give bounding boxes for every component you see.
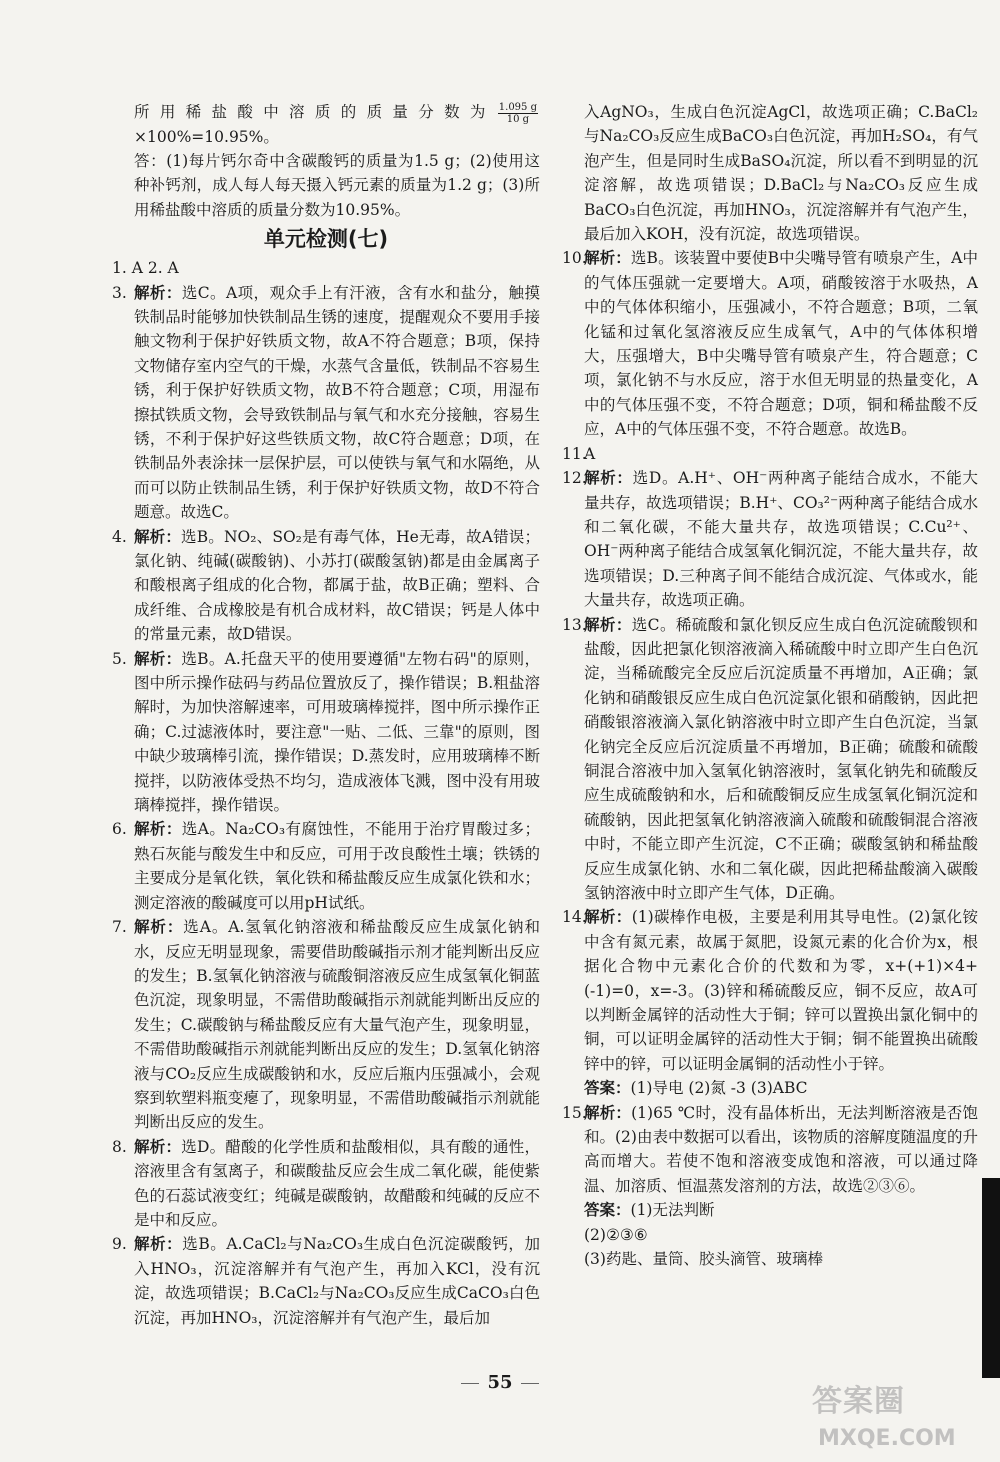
question-number: 6. [112,820,127,839]
side-tab-marker [982,1178,1000,1378]
analysis-label: 解析： [584,614,632,634]
question-number: 7. [112,918,127,937]
answer-15-1 [562,1198,978,1222]
analysis-label: 解析： [584,907,632,927]
left-question-list [112,281,540,1330]
answer-14-text: (1)导电 (2)氮 -3 (3)ABC [630,1079,808,1098]
analysis-label: 解析： [134,1136,182,1156]
question-item [112,281,540,525]
left-column [112,100,540,1330]
question-number: 3. [112,283,127,302]
question-item [112,1135,540,1233]
question-item [562,905,978,1076]
question-item [112,817,540,915]
question-text: A [584,444,596,463]
question-item [112,915,540,1135]
paragraph-calculation [112,100,540,149]
right-column [562,100,978,1272]
question-text: 选B。A.CaCl₂与Na₂CO₃生成白色沉淀碳酸钙，加入HNO₃，沉淀溶解并有气泡产生，再加入KCl，没有沉淀，故选项错误；B.CaCl₂与Na₂CO₃反应生成CaCO₃白色沉淀，再加HNO₃，沉淀溶解并有气泡产生，最后加 [134,1235,540,1327]
fraction [498,102,538,125]
analysis-label: 解析： [134,648,182,668]
section-title: 单元检测(七) [263,227,389,252]
answer-line-1-2: 1. A 2. A [112,259,179,278]
question-item [562,246,978,441]
question-number: 12. [562,469,587,488]
page-number-text: 55 [487,1372,513,1393]
question-15 [562,1101,978,1199]
answer-15-2: (2)②③⑥ [584,1225,648,1244]
question-text: 选C。A项，观众手上有汗液，含有水和盐分，触摸铁制品时能够加快铁制品生锈的速度，提醒观众不要用手接触文物利于保护好铁质文物，故A不符合题意；B项，保持文物储存室内空气的干燥，水蒸气含量低，铁制品不容易生锈，利于保护好铁质文物，故B不符合题意；C项，用湿布擦拭铁质文物，会导致铁制品与氧气和水充分接触，容易生锈，不利于保护好这些铁质文物，故C符合题意；D项，在铁制品外表涂抹一层保护层，可以使铁与氧气和水隔绝，从而可以防止铁制品生锈，利于保护好铁质文物，故D不符合题意。故选C。 [134,283,540,522]
analysis-label: 解析： [584,468,633,488]
analysis-label: 解析： [134,1234,183,1254]
question-text: 选B。NO₂、SO₂是有毒气体，He无毒，故A错误；氯化钠、纯碱(碳酸钠)、小苏打(碳酸氢钠)都是由金属离子和酸根离子组成的化合物，都属于盐，故B正确；塑料、合成纤维、合成橡胶是有机合成材料，故C错误；钙是人体中的常量元素，故D错误。 [134,527,540,644]
answer-15-3: (3)药匙、量筒、胶头滴管、玻璃棒 [584,1250,823,1269]
fraction-denominator: 10 g [506,113,530,125]
question-item [562,466,978,612]
question-text: (1)碳棒作电极，主要是利用其导电性。(2)氯化铵中含有氮元素，故属于氮肥，设氮元素的化合价为x，根据化合物中元素化合价的代数和为零，x+(+1)×4+(-1)=0，x=-3。(3)锌和稀硫酸反应，铜不反应，故A可以判断金属锌的活动性大于铜；锌可以置换出氯化铜中的铜，可以证明金属锌的活动性大于铜；铜不能置换出硫酸锌中的锌，可以证明金属铜的活动性小于锌。 [584,908,978,1073]
analysis-label: 解析： [134,819,182,839]
question-number: 14. [562,908,587,927]
question-number: 11. [562,444,587,463]
watermark-cn: 答案圈 [812,1384,905,1419]
dash-right [521,1383,539,1384]
watermark-url: MXQE.COM [818,1426,956,1451]
question-text: 选B。A.托盘天平的使用要遵循"左物右码"的原则，图中所示操作砝码与药品位置放反了，操作错误；B.粗盐溶解时，为加快溶解速率，可用玻璃棒搅拌，图中所示操作正确；C.过滤液体时，要注意"一贴、二低、三靠"的原则，图中缺少玻璃棒引流，操作错误；D.蒸发时，应用玻璃棒不断搅拌，以防液体受热不均匀，造成液体飞溅，图中没有用玻璃棒搅拌，操作错误。 [134,649,540,815]
question-text: 选D。A.H⁺、OH⁻两种离子能结合成水，不能大量共存，故选项错误；B.H⁺、CO₃²⁻两种离子能结合成水和二氧化碳，不能大量共存，故选项错误；C.Cu²⁺、OH⁻两种离子能结合成氢氧化铜沉淀，不能大量共存，故选项错误；D.三种离子间不能结合成沉淀、气体或水，能大量共存，故选项正确。 [584,469,978,610]
right-question-list [562,246,978,1076]
question-text: 选A。A.氢氧化钠溶液和稀盐酸反应生成氯化钠和水，反应无明显现象，需要借助酸碱指示剂才能判断出反应的发生；B.氢氧化钠溶液与硫酸铜溶液反应生成氢氧化铜蓝色沉淀，现象明显，不需借助酸碱指示剂就能判断出反应的发生；C.碳酸钠与稀盐酸反应有大量气泡产生，现象明显，不需借助酸碱指示剂就能判断出反应的发生；D.氢氧化钠溶液与CO₂反应生成碳酸钠和水，反应后瓶内压强减小，会观察到软塑料瓶变瘪了，现象明显，不需借助酸碱指示剂就能判断出反应的发生。 [134,918,540,1132]
question-number: 10. [562,249,587,268]
question-text: 选C。稀硫酸和氯化钡反应生成白色沉淀硫酸钡和盐酸，因此把氯化钡溶液滴入稀硫酸中时立即产生白色沉淀，当稀硫酸完全反应后沉淀质量不再增加，A正确；氯化钠和硝酸银反应生成白色沉淀氯化银和硝酸钠，因此把硝酸银溶液滴入氯化钠溶液中时立即产生白色沉淀，当氯化钠完全反应后沉淀质量不再增加，B正确；硫酸和硫酸铜混合溶液中加入氢氧化钠溶液时，氢氧化钠先和硫酸反应生成硫酸钠和水，后和硫酸铜反应生成氢氧化铜沉淀和硫酸钠，因此把氢氧化钠溶液滴入硫酸和硫酸铜混合溶液中时，不能立即产生沉淀，C不正确；碳酸氢钠和稀盐酸反应生成氯化钠、水和二氧化碳，因此把稀盐酸滴入碳酸氢钠溶液中时立即产生气体，D正确。 [584,615,978,902]
paragraph-answer: 答：(1)每片钙尔奇中含碳酸钙的质量为1.5 g；(2)使用这种补钙剂，成人每人每天摄入钙元素的质量为1.2 g；(3)所用稀盐酸中溶质的质量分数为10.95%。 [134,151,540,219]
question-item [112,647,540,818]
analysis-label: 解析： [134,917,184,937]
analysis-label: 解析： [134,282,182,302]
analysis-label: 解析： [584,1102,632,1122]
fraction-numerator: 1.095 g [498,101,537,113]
answer-14 [562,1076,978,1100]
question-text: 选D。醋酸的化学性质和盐酸相似，具有酸的通性，溶液里含有氢离子，和碳酸盐反应会生成二氧化碳，能使紫色的石蕊试液变红；纯碱是碳酸钠，故醋酸和纯碱的反应不是中和反应。 [134,1137,540,1229]
question-number: 13. [562,615,587,634]
question-text: 选A。Na₂CO₃有腐蚀性，不能用于治疗胃酸过多；熟石灰能与酸发生中和反应，可用于改良酸性土壤；铁锈的主要成分是氧化铁，氧化铁和稀盐酸反应生成氯化铁和水；测定溶液的酸碱度可以用pH试纸。 [134,820,540,912]
question-text: 选B。该装置中要使B中尖嘴导管有喷泉产生，A中的气体压强就一定要增大。A项，硝酸铵溶于水吸热，A中的气体体积缩小，压强减小，不符合题意；B项，二氧化锰和过氧化氢溶液反应生成氧气，A中的气体体积增大，压强增大，B中尖嘴导管有喷泉产生，符合题意；C项，氯化钠不与水反应，溶于水但无明显的热量变化，A中的气体压强不变，不符合题意；D项，铜和稀盐酸不反应，A中的气体压强不变，不符合题意。故选B。 [584,249,978,439]
question-item [562,613,978,906]
calc-result: ×100%=10.95%。 [134,127,279,146]
question-number: 4. [112,527,127,546]
analysis-label: 解析： [134,526,182,546]
question-text: (1)65 ℃时，没有晶体析出，无法判断溶液是否饱和。(2)由表中数据可以看出，该物质的溶解度随温度的升高而增大。若使不饱和溶液变成饱和溶液，可以通过降温、加溶质、恒温蒸发溶剂的方法，故选②③⑥。 [584,1103,978,1195]
question-number: 15. [562,1103,587,1122]
answer-label: 答案： [584,1078,631,1098]
watermark-logo [812,1376,988,1456]
question-item [112,525,540,647]
question-number: 5. [112,649,127,668]
question-item [562,442,978,466]
question-number: 8. [112,1137,127,1156]
analysis-label: 解析： [584,248,631,268]
calc-text: 所用稀盐酸中溶质的质量分数为 [134,103,496,121]
dash-left [461,1383,479,1384]
question-number: 9. [112,1235,127,1254]
answer-15-1-text: (1)无法判断 [630,1201,715,1220]
question-item [112,1232,540,1330]
answer-label: 答案： [584,1200,631,1220]
paragraph-q9-continued: 入AgNO₃，生成白色沉淀AgCl，故选项正确；C.BaCl₂与Na₂CO₃反应生成BaCO₃白色沉淀，再加H₂SO₄，有气泡产生，但是同时生成BaSO₄沉淀，所以看不到明显的沉淀溶解，故选项错误；D.BaCl₂与Na₂CO₃反应生成BaCO₃白色沉淀，再加HNO₃，沉淀溶解并有气泡产生，最后加入KOH，没有沉淀，故选项错误。 [584,103,978,244]
